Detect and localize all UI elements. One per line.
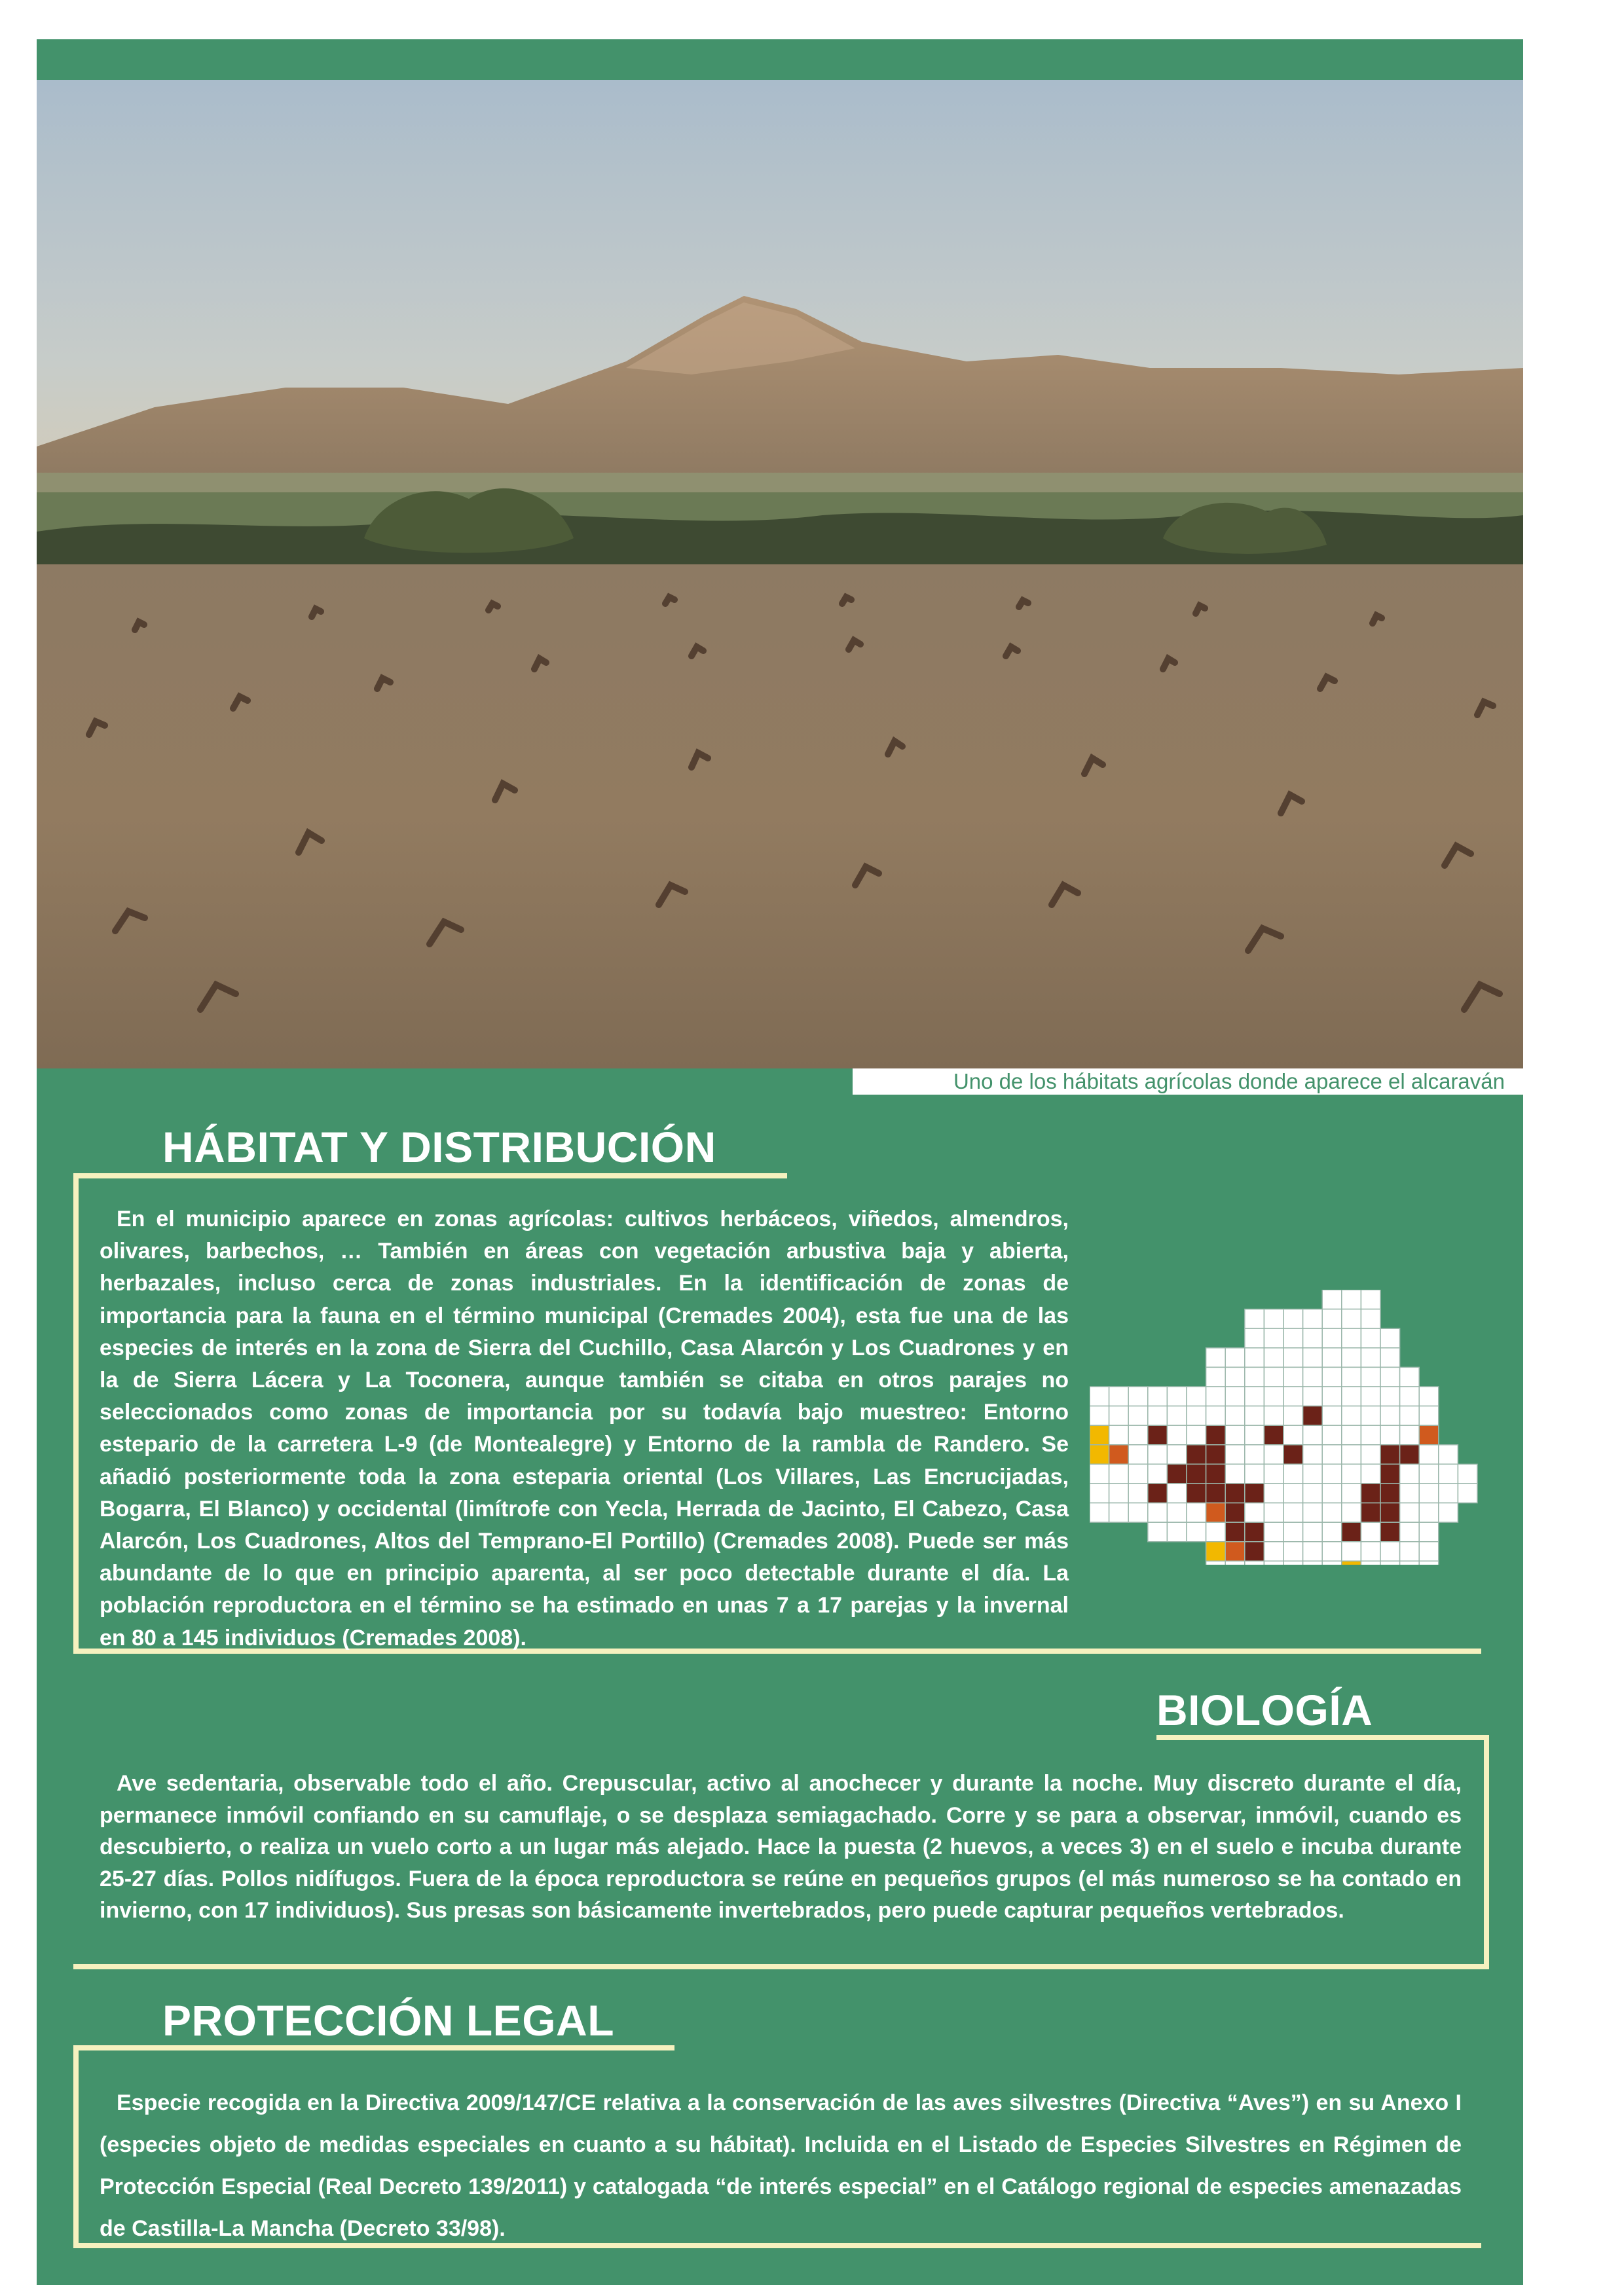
map-cell — [1225, 1425, 1245, 1445]
map-cell — [1342, 1387, 1361, 1406]
map-cell — [1458, 1484, 1477, 1503]
map-cell — [1206, 1464, 1226, 1484]
vineyard-illustration — [37, 80, 1523, 1068]
map-cell — [1206, 1348, 1226, 1368]
map-cell — [1439, 1503, 1458, 1523]
map-cell — [1361, 1387, 1380, 1406]
map-cell — [1303, 1503, 1323, 1523]
map-cell — [1419, 1387, 1439, 1406]
map-cell — [1342, 1445, 1361, 1465]
map-cell — [1322, 1348, 1342, 1368]
map-cell — [1225, 1561, 1245, 1565]
map-cell — [1225, 1503, 1245, 1523]
map-cell — [1148, 1503, 1168, 1523]
map-cell — [1380, 1406, 1400, 1426]
map-cell — [1361, 1406, 1380, 1426]
map-cell — [1400, 1445, 1420, 1465]
map-cell — [1167, 1464, 1187, 1484]
map-cell — [1283, 1445, 1303, 1465]
map-cell — [1148, 1484, 1168, 1503]
map-cell — [1245, 1503, 1264, 1523]
map-cell — [1187, 1464, 1206, 1484]
map-cell — [1400, 1484, 1420, 1503]
map-cell — [1380, 1348, 1400, 1368]
map-cell — [1128, 1445, 1148, 1465]
map-cell — [1419, 1503, 1439, 1523]
map-cell — [1264, 1348, 1283, 1368]
map-cell — [1361, 1484, 1380, 1503]
map-cell — [1128, 1484, 1148, 1503]
map-cell — [1283, 1561, 1303, 1565]
map-cell — [1128, 1406, 1148, 1426]
biologia-text: Ave sedentaria, observable todo el año. Crepuscular, activo al anochecer y durante la noche. Muy discreto durante el día, permanece inmóvil confiando en su camuflaje, o se desplaza semiagachado. Corre y se para a observar, inmóvil, cuando es descubierto, o realiza un vuelo corto a un lugar más alejado. Hace la puesta (2 huevos, a veces 3) en el suelo e incuba durante 25-27 días. Pollos nidífugos. Fuera de la época reproductora se reúne en pequeños grupos (el más numeroso se ha contado en invierno, con 17 individuos). Sus presas son básicamente invertebrados, pero puede capturar pequeños vertebrados. — [100, 1771, 1462, 1923]
map-cell — [1303, 1445, 1323, 1465]
map-cell — [1225, 1464, 1245, 1484]
map-cell — [1419, 1522, 1439, 1542]
map-cell — [1322, 1406, 1342, 1426]
habitat-title: HÁBITAT Y DISTRIBUCIÓN — [162, 1123, 716, 1171]
map-cell — [1361, 1290, 1380, 1309]
map-cell — [1400, 1503, 1420, 1523]
map-cell — [1128, 1387, 1148, 1406]
map-cell — [1303, 1387, 1323, 1406]
map-cell — [1342, 1561, 1361, 1565]
map-cell — [1361, 1367, 1380, 1387]
map-cell — [1361, 1561, 1380, 1565]
map-cell — [1283, 1309, 1303, 1329]
map-cell — [1342, 1522, 1361, 1542]
map-cell — [1380, 1367, 1400, 1387]
map-cell — [1303, 1406, 1323, 1426]
map-cell — [1225, 1522, 1245, 1542]
map-cell — [1400, 1406, 1420, 1426]
map-cell — [1245, 1522, 1264, 1542]
map-cell — [1283, 1464, 1303, 1484]
map-cell — [1322, 1309, 1342, 1329]
map-cell — [1245, 1387, 1264, 1406]
map-cell — [1206, 1425, 1226, 1445]
map-cell — [1322, 1328, 1342, 1348]
map-cell — [1206, 1542, 1226, 1561]
map-cell — [1380, 1561, 1400, 1565]
map-cell — [1090, 1425, 1109, 1445]
map-cell — [1148, 1425, 1168, 1445]
map-cell — [1167, 1503, 1187, 1523]
map-cell — [1283, 1503, 1303, 1523]
map-cell — [1361, 1348, 1380, 1368]
map-cell — [1109, 1425, 1129, 1445]
map-cell — [1148, 1522, 1168, 1542]
map-cell — [1361, 1503, 1380, 1523]
map-cell — [1090, 1387, 1109, 1406]
map-cell — [1419, 1445, 1439, 1465]
map-cell — [1419, 1561, 1439, 1565]
map-cell — [1187, 1387, 1206, 1406]
map-cell — [1264, 1367, 1283, 1387]
distribution-grid — [1090, 1290, 1483, 1565]
map-cell — [1187, 1484, 1206, 1503]
map-cell — [1322, 1542, 1342, 1561]
map-cell — [1322, 1464, 1342, 1484]
map-cell — [1303, 1348, 1323, 1368]
map-cell — [1303, 1542, 1323, 1561]
map-cell — [1283, 1425, 1303, 1445]
map-cell — [1342, 1328, 1361, 1348]
map-cell — [1303, 1367, 1323, 1387]
map-cell — [1109, 1445, 1129, 1465]
map-cell — [1264, 1425, 1283, 1445]
map-cell — [1303, 1484, 1323, 1503]
map-cell — [1187, 1503, 1206, 1523]
map-cell — [1264, 1503, 1283, 1523]
map-cell — [1245, 1309, 1264, 1329]
map-cell — [1187, 1522, 1206, 1542]
map-cell — [1439, 1445, 1458, 1465]
map-cell — [1264, 1387, 1283, 1406]
map-cell — [1148, 1387, 1168, 1406]
map-cell — [1206, 1367, 1226, 1387]
map-cell — [1264, 1484, 1283, 1503]
landscape-photo — [37, 80, 1523, 1068]
map-cell — [1322, 1484, 1342, 1503]
map-cell — [1342, 1484, 1361, 1503]
map-cell — [1361, 1445, 1380, 1465]
map-cell — [1361, 1522, 1380, 1542]
map-cell — [1245, 1425, 1264, 1445]
map-cell — [1206, 1561, 1226, 1565]
map-cell — [1167, 1425, 1187, 1445]
map-cell — [1109, 1503, 1129, 1523]
map-cell — [1342, 1309, 1361, 1329]
map-cell — [1361, 1309, 1380, 1329]
map-cell — [1419, 1425, 1439, 1445]
map-cell — [1264, 1542, 1283, 1561]
map-cell — [1109, 1406, 1129, 1426]
map-cell — [1283, 1542, 1303, 1561]
map-cell — [1206, 1387, 1226, 1406]
map-cell — [1361, 1464, 1380, 1484]
map-cell — [1400, 1464, 1420, 1484]
map-cell — [1419, 1542, 1439, 1561]
map-cell — [1206, 1484, 1226, 1503]
map-cell — [1128, 1425, 1148, 1445]
map-cell — [1245, 1464, 1264, 1484]
map-cell — [1148, 1464, 1168, 1484]
map-cell — [1245, 1542, 1264, 1561]
map-cell — [1264, 1561, 1283, 1565]
map-cell — [1187, 1406, 1206, 1426]
map-cell — [1283, 1522, 1303, 1542]
map-cell — [1322, 1425, 1342, 1445]
map-cell — [1245, 1406, 1264, 1426]
map-cell — [1400, 1367, 1420, 1387]
map-cell — [1245, 1561, 1264, 1565]
map-cell — [1167, 1445, 1187, 1465]
map-cell — [1148, 1406, 1168, 1426]
map-cell — [1148, 1445, 1168, 1465]
map-cell — [1380, 1503, 1400, 1523]
proteccion-text: Especie recogida en la Directiva 2009/147/CE relativa a la conservación de las aves silvestres (Directiva “Aves”) en su Anexo I (especies objeto de medidas especiales en cuanto a su hábitat). Incluida en el Listado de Especies Silvestres en Régimen de Protección Especial (Real Decreto 139/2011) y catalogada “de interés especial” en el Catálogo regional de especies amenazadas de Castilla-La Mancha (Decreto 33/98). — [100, 2090, 1462, 2241]
biologia-title: BIOLOGÍA — [1156, 1686, 1373, 1734]
map-cell — [1264, 1309, 1283, 1329]
map-cell — [1167, 1406, 1187, 1426]
map-cell — [1439, 1464, 1458, 1484]
map-cell — [1264, 1328, 1283, 1348]
map-cell — [1322, 1561, 1342, 1565]
map-cell — [1380, 1464, 1400, 1484]
map-cell — [1361, 1425, 1380, 1445]
map-cell — [1380, 1445, 1400, 1465]
map-cell — [1400, 1522, 1420, 1542]
map-cell — [1187, 1445, 1206, 1465]
map-cell — [1303, 1522, 1323, 1542]
map-cell — [1225, 1367, 1245, 1387]
map-cell — [1167, 1387, 1187, 1406]
map-cell — [1090, 1464, 1109, 1484]
map-cell — [1303, 1561, 1323, 1565]
map-cell — [1167, 1522, 1187, 1542]
map-cell — [1458, 1464, 1477, 1484]
map-cell — [1128, 1503, 1148, 1523]
map-cell — [1342, 1290, 1361, 1309]
map-cell — [1380, 1425, 1400, 1445]
map-cell — [1090, 1445, 1109, 1465]
map-cell — [1090, 1406, 1109, 1426]
map-cell — [1283, 1387, 1303, 1406]
map-cell — [1264, 1445, 1283, 1465]
map-cell — [1400, 1542, 1420, 1561]
map-cell — [1264, 1522, 1283, 1542]
map-cell — [1187, 1425, 1206, 1445]
map-cell — [1342, 1464, 1361, 1484]
map-cell — [1109, 1387, 1129, 1406]
map-cell — [1303, 1328, 1323, 1348]
map-cell — [1264, 1464, 1283, 1484]
map-cell — [1283, 1328, 1303, 1348]
photo-caption: Uno de los hábitats agrícolas donde aparece el alcaraván — [853, 1068, 1523, 1095]
map-cell — [1322, 1290, 1342, 1309]
map-cell — [1342, 1503, 1361, 1523]
map-cell — [1342, 1425, 1361, 1445]
map-cell — [1303, 1464, 1323, 1484]
map-cell — [1283, 1348, 1303, 1368]
map-cell — [1225, 1348, 1245, 1368]
map-cell — [1283, 1367, 1303, 1387]
map-cell — [1400, 1561, 1420, 1565]
map-cell — [1361, 1542, 1380, 1561]
map-cell — [1128, 1464, 1148, 1484]
map-cell — [1225, 1484, 1245, 1503]
map-cell — [1109, 1484, 1129, 1503]
map-cell — [1322, 1522, 1342, 1542]
map-cell — [1322, 1503, 1342, 1523]
map-cell — [1206, 1522, 1226, 1542]
map-cell — [1419, 1484, 1439, 1503]
map-cell — [1400, 1425, 1420, 1445]
map-cell — [1225, 1406, 1245, 1426]
map-cell — [1342, 1367, 1361, 1387]
habitat-text: En el municipio aparece en zonas agrícolas: cultivos herbáceos, viñedos, almendros, olivares, barbechos, … También en áreas con vegetación arbustiva baja y abierta, herbazales, incluso cerca de zonas industriales. En la identificación de zonas de importancia para la fauna en el término municipal (Cremades 2004), esta fue una de las especies de interés en la zona de Sierra del Cuchillo, Casa Alarcón y Los Cuadrones y en la de Sierra Lácera y La Toconera, aunque también se citaba en otros parajes no seleccionados como zonas de importancia por su todavía bajo muestreo: Entorno estepario de la carretera L-9 (de Montealegre) y Entorno de la rambla de Randero. Se añadió posteriormente toda la zona esteparia oriental (Los Villares, Las Encrucijadas, Bogarra, El Blanco) y occidental (limítrofe con Yecla, Herrada de Jacinto, El Cabezo, Casa Alarcón, Los Cuadrones, Altos del Temprano-El Portillo) (Cremades 2008). Puede ser más abundante de lo que en principio aparenta, al ser poco detectable durante el día. La población reproductora en el término se ha estimado en unas 7 a 17 parejas y la invernal en 80 a 145 individuos (Cremades 2008). — [100, 1207, 1069, 1650]
map-cell — [1109, 1464, 1129, 1484]
map-cell — [1303, 1425, 1323, 1445]
map-cell — [1283, 1406, 1303, 1426]
map-cell — [1090, 1503, 1109, 1523]
map-cell — [1245, 1348, 1264, 1368]
map-cell — [1245, 1367, 1264, 1387]
map-cell — [1380, 1387, 1400, 1406]
map-cell — [1322, 1367, 1342, 1387]
map-cell — [1225, 1387, 1245, 1406]
map-cell — [1342, 1348, 1361, 1368]
map-cell — [1206, 1445, 1226, 1465]
map-cell — [1380, 1522, 1400, 1542]
map-cell — [1361, 1328, 1380, 1348]
map-cell — [1380, 1542, 1400, 1561]
map-cell — [1322, 1445, 1342, 1465]
map-cell — [1380, 1484, 1400, 1503]
map-cell — [1245, 1328, 1264, 1348]
map-cell — [1245, 1484, 1264, 1503]
proteccion-title: PROTECCIÓN LEGAL — [162, 1996, 615, 2045]
map-cell — [1206, 1406, 1226, 1426]
map-cell — [1380, 1328, 1400, 1348]
map-cell — [1225, 1542, 1245, 1561]
map-cell — [1283, 1484, 1303, 1503]
distribution-map — [1090, 1290, 1483, 1565]
map-cell — [1245, 1445, 1264, 1465]
map-cell — [1167, 1484, 1187, 1503]
map-cell — [1342, 1542, 1361, 1561]
map-cell — [1342, 1406, 1361, 1426]
map-cell — [1439, 1484, 1458, 1503]
map-cell — [1090, 1484, 1109, 1503]
map-cell — [1303, 1309, 1323, 1329]
map-cell — [1264, 1406, 1283, 1426]
map-cell — [1206, 1503, 1226, 1523]
map-cell — [1419, 1464, 1439, 1484]
map-cell — [1225, 1445, 1245, 1465]
map-cell — [1400, 1387, 1420, 1406]
map-cell — [1419, 1406, 1439, 1426]
map-cell — [1322, 1387, 1342, 1406]
